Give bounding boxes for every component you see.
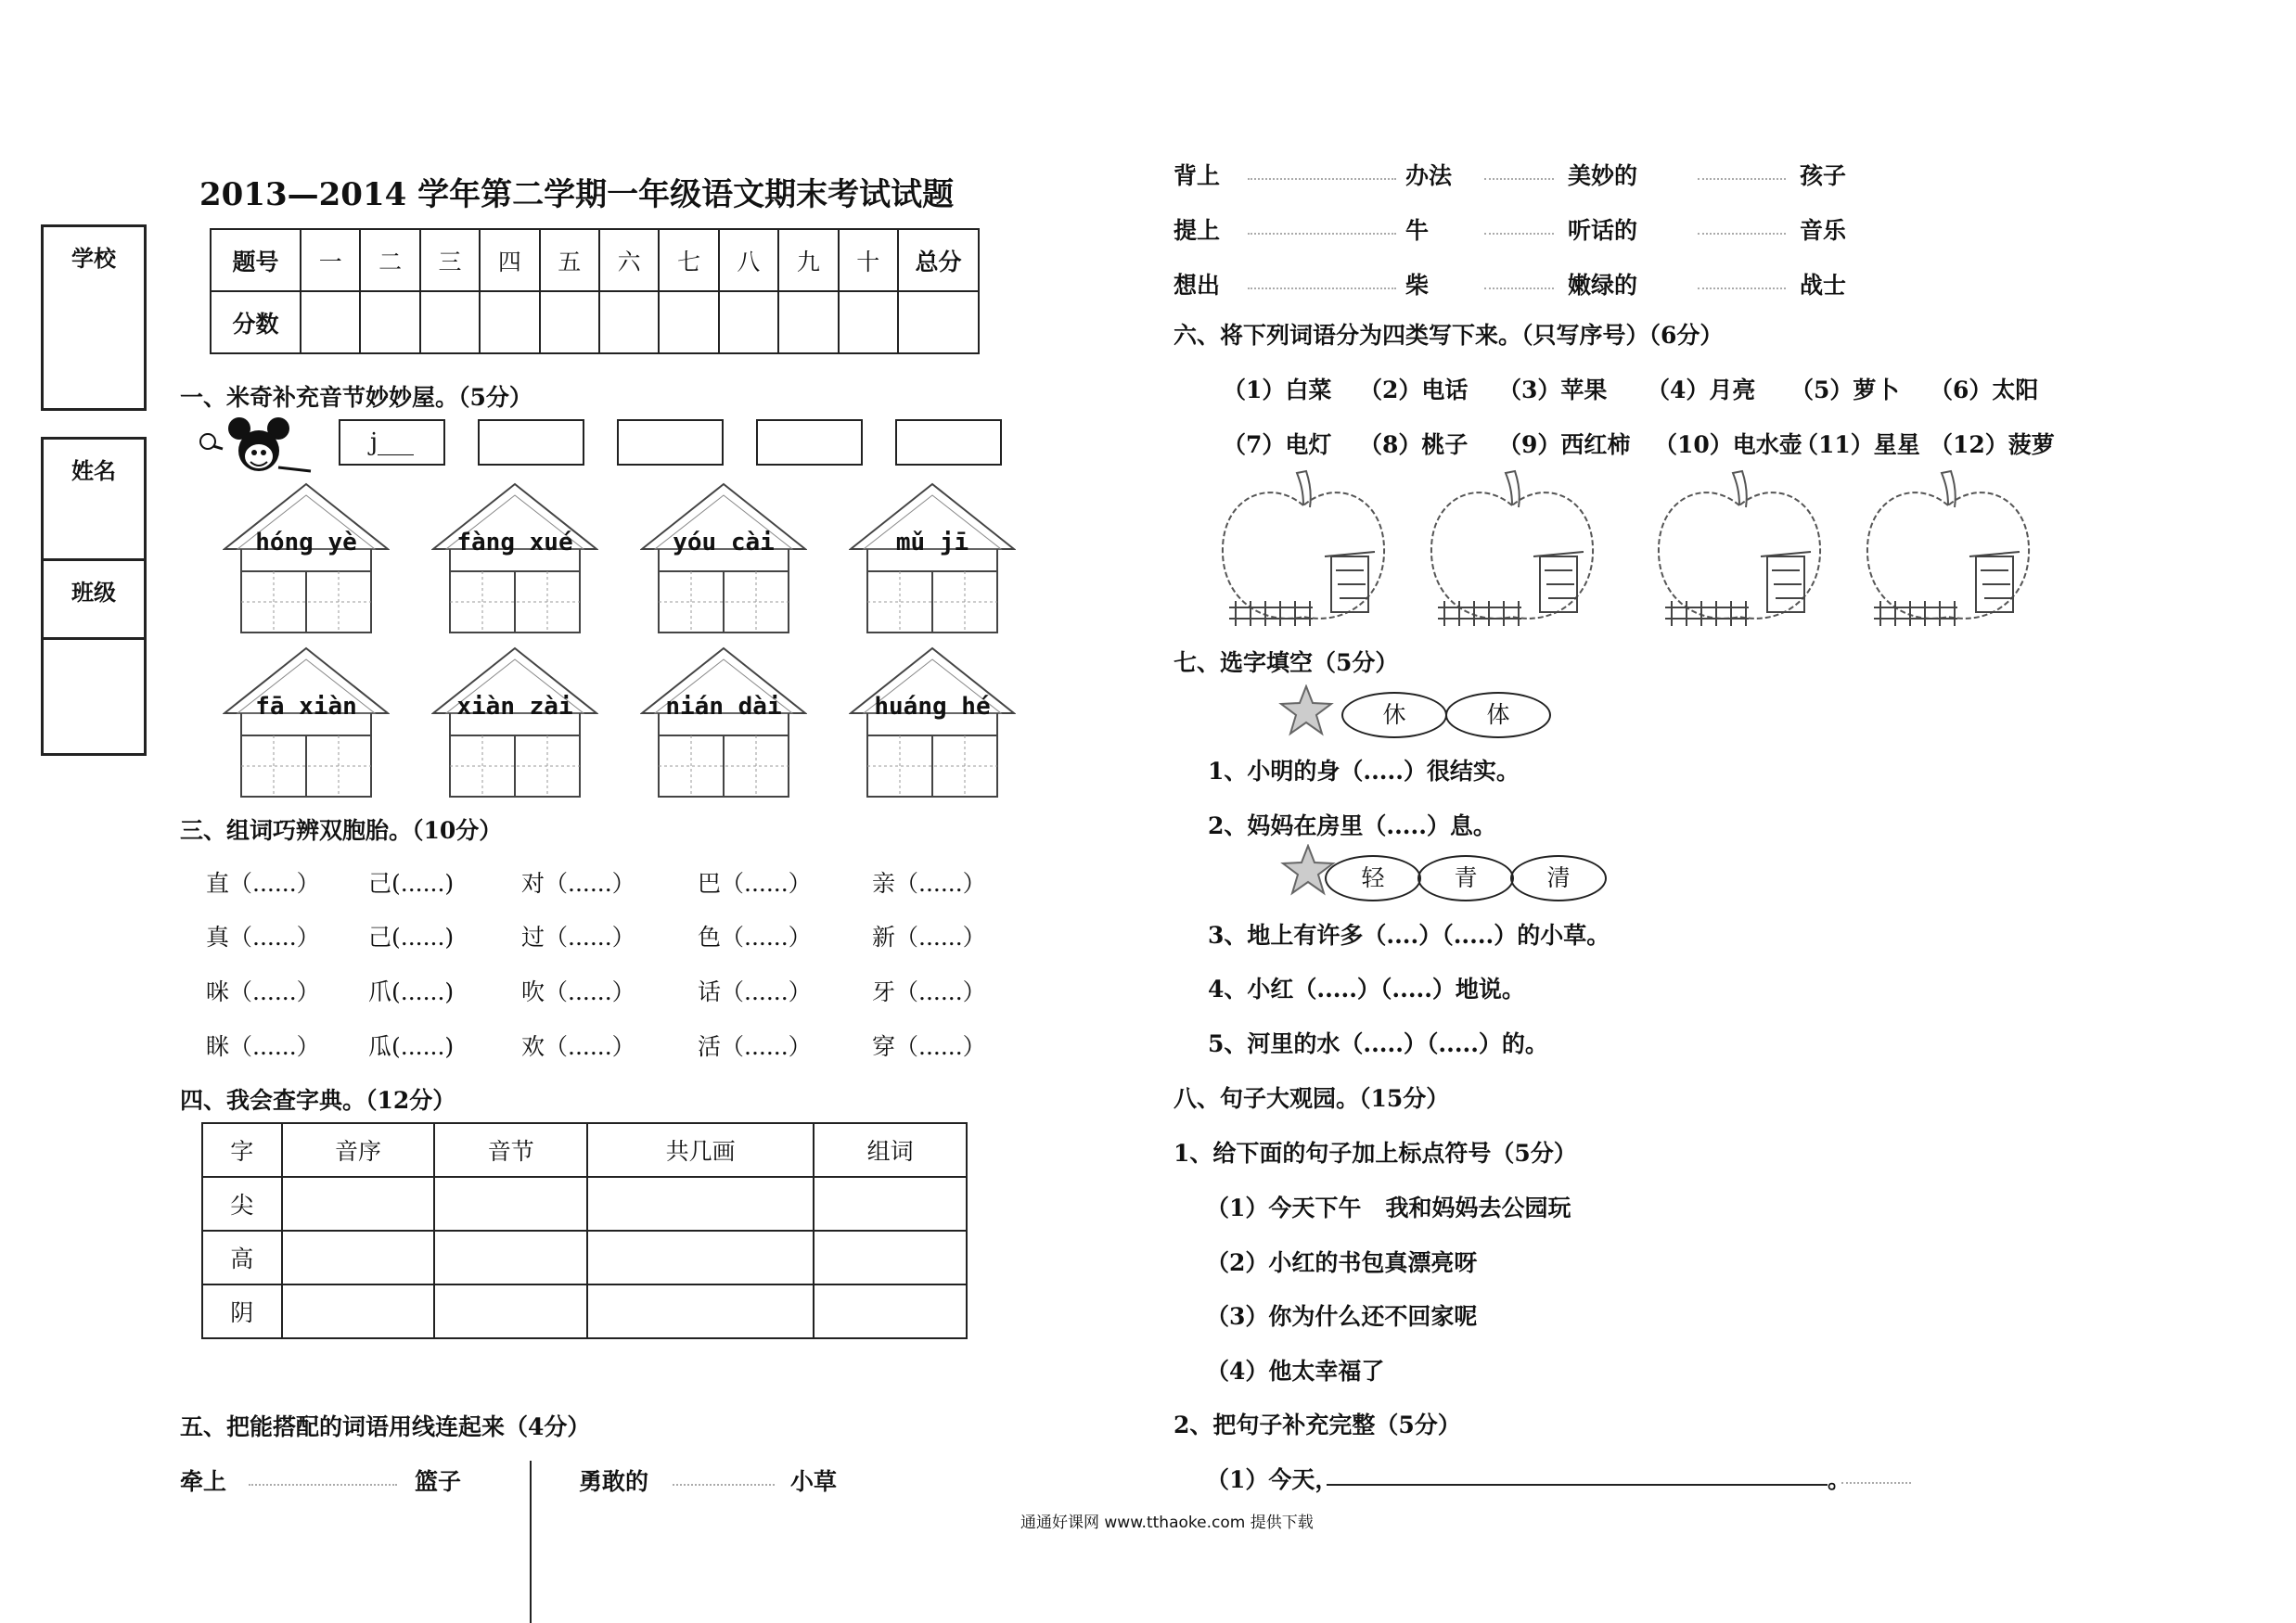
fill-item: 2、妈妈在房里（.....）息。: [1208, 812, 1496, 839]
word-pair: 亲（......）: [872, 870, 986, 897]
pinyin-house: [431, 646, 598, 804]
score-header-cell: 七: [659, 229, 718, 291]
dict-char: 阴: [202, 1284, 282, 1338]
score-cell[interactable]: [778, 291, 838, 353]
match-word: 勇敢的: [579, 1468, 649, 1495]
word-pair: 眯（......）: [206, 1033, 320, 1060]
word-pair: 吹（......）: [521, 978, 635, 1005]
syllable-box[interactable]: [895, 419, 1002, 466]
choice-bubble[interactable]: 青: [1417, 855, 1514, 901]
score-header-cell: 三: [420, 229, 480, 291]
match-word: 提上: [1174, 217, 1221, 244]
apple-basket-icon: [1860, 468, 2036, 635]
word-pair: 己(......): [368, 870, 455, 897]
subsection-heading: 1、给下面的句子加上标点符号（5分）: [1174, 1140, 1577, 1167]
score-table: [210, 228, 980, 354]
sentence-item: （4）他太幸福了: [1206, 1358, 1385, 1385]
score-cell[interactable]: [420, 291, 480, 353]
fill-item: 5、河里的水（.....）（.....）的。: [1208, 1030, 1548, 1057]
section-3-heading: 三、组词巧辨双胞胎。（10分）: [180, 817, 503, 844]
match-word: 孩子: [1800, 162, 1847, 189]
section-6-heading: 六、将下列词语分为四类写下来。（只写序号）（6分）: [1174, 322, 1724, 349]
section-4-heading: 四、我会查字典。（12分）: [180, 1087, 456, 1114]
section-5-heading: 五、把能搭配的词语用线连起来（4分）: [180, 1413, 591, 1440]
category-word: （1）白菜: [1223, 377, 1332, 403]
section-7-heading: 七、选字填空（5分）: [1174, 649, 1399, 676]
word-pair: 爪(......): [368, 978, 455, 1005]
category-word: （12）菠萝: [1930, 431, 2055, 458]
school-label: 学校: [71, 245, 116, 272]
match-word: 篮子: [415, 1468, 462, 1495]
footer-text: 通通好课网 www.tthaoke.com 提供下载: [1020, 1514, 1314, 1532]
match-word: 小草: [790, 1468, 838, 1495]
house-pinyin: yóu cài: [673, 529, 775, 556]
dict-cell[interactable]: [587, 1284, 814, 1338]
syllable-box[interactable]: [756, 419, 863, 466]
score-header-cell: 总分: [898, 229, 979, 291]
answer-line[interactable]: [1327, 1484, 1828, 1486]
word-pair: 真（......）: [206, 924, 320, 951]
section-1-heading: 一、米奇补充音节妙妙屋。（5分）: [180, 384, 532, 411]
score-cell[interactable]: [480, 291, 539, 353]
fill-item: 1、小明的身（.....）很结实。: [1208, 758, 1520, 785]
dict-char: 尖: [202, 1177, 282, 1231]
dict-cell[interactable]: [587, 1231, 814, 1284]
house-icon: [223, 646, 390, 804]
house-icon: [640, 646, 807, 804]
fill-item: 4、小红（.....）（.....）地说。: [1208, 976, 1525, 1003]
dict-cell[interactable]: [814, 1231, 967, 1284]
category-word: （7）电灯: [1223, 431, 1332, 458]
house-pinyin: huáng hé: [874, 693, 991, 721]
score-cell[interactable]: [839, 291, 898, 353]
dict-cell[interactable]: [434, 1284, 587, 1338]
pinyin-house: [849, 646, 1016, 804]
name-label: 姓名: [71, 457, 116, 484]
section-8-heading: 八、句子大观园。（15分）: [1174, 1085, 1450, 1112]
pinyin-house: [223, 482, 390, 640]
house-pinyin: xiàn zài: [456, 693, 573, 721]
dict-cell[interactable]: [282, 1231, 435, 1284]
dict-cell[interactable]: [282, 1284, 435, 1338]
fill-item: 3、地上有许多（....）（.....）的小草。: [1208, 922, 1610, 949]
score-cell[interactable]: [659, 291, 718, 353]
dict-cell[interactable]: [434, 1177, 587, 1231]
fill-sentence-end: 。: [1828, 1466, 1852, 1493]
match-word: 想出: [1174, 272, 1221, 299]
score-header-cell: 六: [599, 229, 659, 291]
pinyin-house: [431, 482, 598, 640]
apple-basket-icon: [1651, 468, 1828, 635]
house-pinyin: fā xiàn: [255, 693, 357, 721]
choice-bubble[interactable]: 休: [1341, 692, 1447, 738]
word-pair: 巴（......）: [698, 870, 812, 897]
match-word: 柴: [1405, 272, 1430, 299]
pinyin-house: [223, 646, 390, 804]
dict-char: 高: [202, 1231, 282, 1284]
score-header-cell: 五: [540, 229, 599, 291]
dict-header: 字: [202, 1123, 282, 1177]
dict-cell[interactable]: [814, 1177, 967, 1231]
house-icon: [640, 482, 807, 640]
page-title: 2013—2014 学年第二学期一年级语文期末考试试题: [199, 176, 955, 213]
pinyin-house: [640, 646, 807, 804]
dict-cell[interactable]: [814, 1284, 967, 1338]
word-pair: 对（......）: [521, 870, 635, 897]
match-word: 听话的: [1568, 217, 1638, 244]
category-word: （5）萝卜: [1790, 377, 1900, 403]
match-word: 美妙的: [1568, 162, 1638, 189]
score-cell[interactable]: [719, 291, 778, 353]
choice-bubble[interactable]: 清: [1510, 855, 1607, 901]
house-pinyin: fàng xué: [456, 529, 573, 556]
score-row-label: 分数: [211, 291, 301, 353]
house-pinyin: hóng yè: [255, 529, 357, 556]
score-header-cell: 二: [360, 229, 419, 291]
dict-header: 音序: [282, 1123, 435, 1177]
score-header-cell: 九: [778, 229, 838, 291]
match-word: 音乐: [1800, 217, 1847, 244]
category-word: （2）电话: [1359, 377, 1469, 403]
star-icon: [1278, 684, 1334, 736]
category-word: （9）西红柿: [1498, 431, 1631, 458]
word-pair: 色（......）: [698, 924, 812, 951]
word-pair: 牙（......）: [872, 978, 986, 1005]
dict-cell[interactable]: [587, 1177, 814, 1231]
score-cell[interactable]: [540, 291, 599, 353]
match-word: 背上: [1174, 162, 1221, 189]
word-pair: 穿（......）: [872, 1033, 986, 1060]
category-word: （6）太阳: [1930, 377, 2039, 403]
apple-basket-icon: [1424, 468, 1600, 635]
choice-bubble[interactable]: 体: [1445, 692, 1551, 738]
pinyin-house: [640, 482, 807, 640]
choice-bubble[interactable]: 轻: [1325, 855, 1421, 901]
fold-line: [530, 1461, 532, 1623]
apple-basket-icon: [1215, 468, 1392, 635]
word-pair: 直（......）: [206, 870, 320, 897]
syllable-box[interactable]: [478, 419, 584, 466]
score-header-cell: 一: [301, 229, 360, 291]
school-box[interactable]: [41, 224, 147, 411]
mickey-icon: [195, 415, 315, 479]
word-pair: 话（......）: [698, 978, 812, 1005]
score-header-cell: 题号: [211, 229, 301, 291]
score-header-cell: 八: [719, 229, 778, 291]
word-pair: 瓜(......): [368, 1033, 455, 1060]
word-pair: 过（......）: [521, 924, 635, 951]
house-icon: [849, 482, 1016, 640]
match-word: 战士: [1800, 272, 1847, 299]
score-header-cell: 四: [480, 229, 539, 291]
dict-header: 音节: [434, 1123, 587, 1177]
sentence-item: （2）小红的书包真漂亮呀: [1206, 1249, 1478, 1276]
score-cell[interactable]: [301, 291, 360, 353]
score-cell[interactable]: [599, 291, 659, 353]
category-word: （11）星星: [1795, 431, 1920, 458]
match-word: 办法: [1405, 162, 1453, 189]
fill-sentence: （1）今天，: [1206, 1466, 1339, 1493]
score-cell[interactable]: [898, 291, 979, 353]
house-icon: [431, 646, 598, 804]
word-pair: 咪（......）: [206, 978, 320, 1005]
word-pair: 活（......）: [698, 1033, 812, 1060]
pinyin-house: [849, 482, 1016, 640]
match-word: 牵上: [180, 1468, 227, 1495]
category-word: （10）电水壶: [1654, 431, 1802, 458]
category-word: （8）桃子: [1359, 431, 1469, 458]
score-cell[interactable]: [360, 291, 419, 353]
word-pair: 欢（......）: [521, 1033, 635, 1060]
class-label: 班级: [71, 579, 116, 606]
word-pair: 新（......）: [872, 924, 986, 951]
dict-cell[interactable]: [434, 1231, 587, 1284]
syllable-box[interactable]: [617, 419, 724, 466]
house-pinyin: nián dài: [665, 693, 782, 721]
house-icon: [223, 482, 390, 640]
match-word: 嫩绿的: [1568, 272, 1638, 299]
word-pair-grid: [206, 865, 1004, 1060]
category-word: （4）月亮: [1647, 377, 1756, 403]
dict-cell[interactable]: [282, 1177, 435, 1231]
dict-header: 共几画: [587, 1123, 814, 1177]
match-word: 牛: [1405, 217, 1430, 244]
syllable-box[interactable]: j___: [339, 419, 445, 466]
dict-header: 组词: [814, 1123, 967, 1177]
subsection-heading: 2、把句子补充完整（5分）: [1174, 1412, 1461, 1438]
name-class-box[interactable]: [41, 437, 147, 756]
house-icon: [849, 646, 1016, 804]
word-pair: 己(......): [368, 924, 455, 951]
sentence-item: （1）今天下午 我和妈妈去公园玩: [1206, 1195, 1571, 1221]
house-pinyin: mǔ jī: [895, 529, 969, 556]
category-word: （3）苹果: [1498, 377, 1608, 403]
sentence-item: （3）你为什么还不回家呢: [1206, 1303, 1478, 1330]
house-icon: [431, 482, 598, 640]
dictionary-table: [201, 1122, 968, 1339]
score-header-cell: 十: [839, 229, 898, 291]
